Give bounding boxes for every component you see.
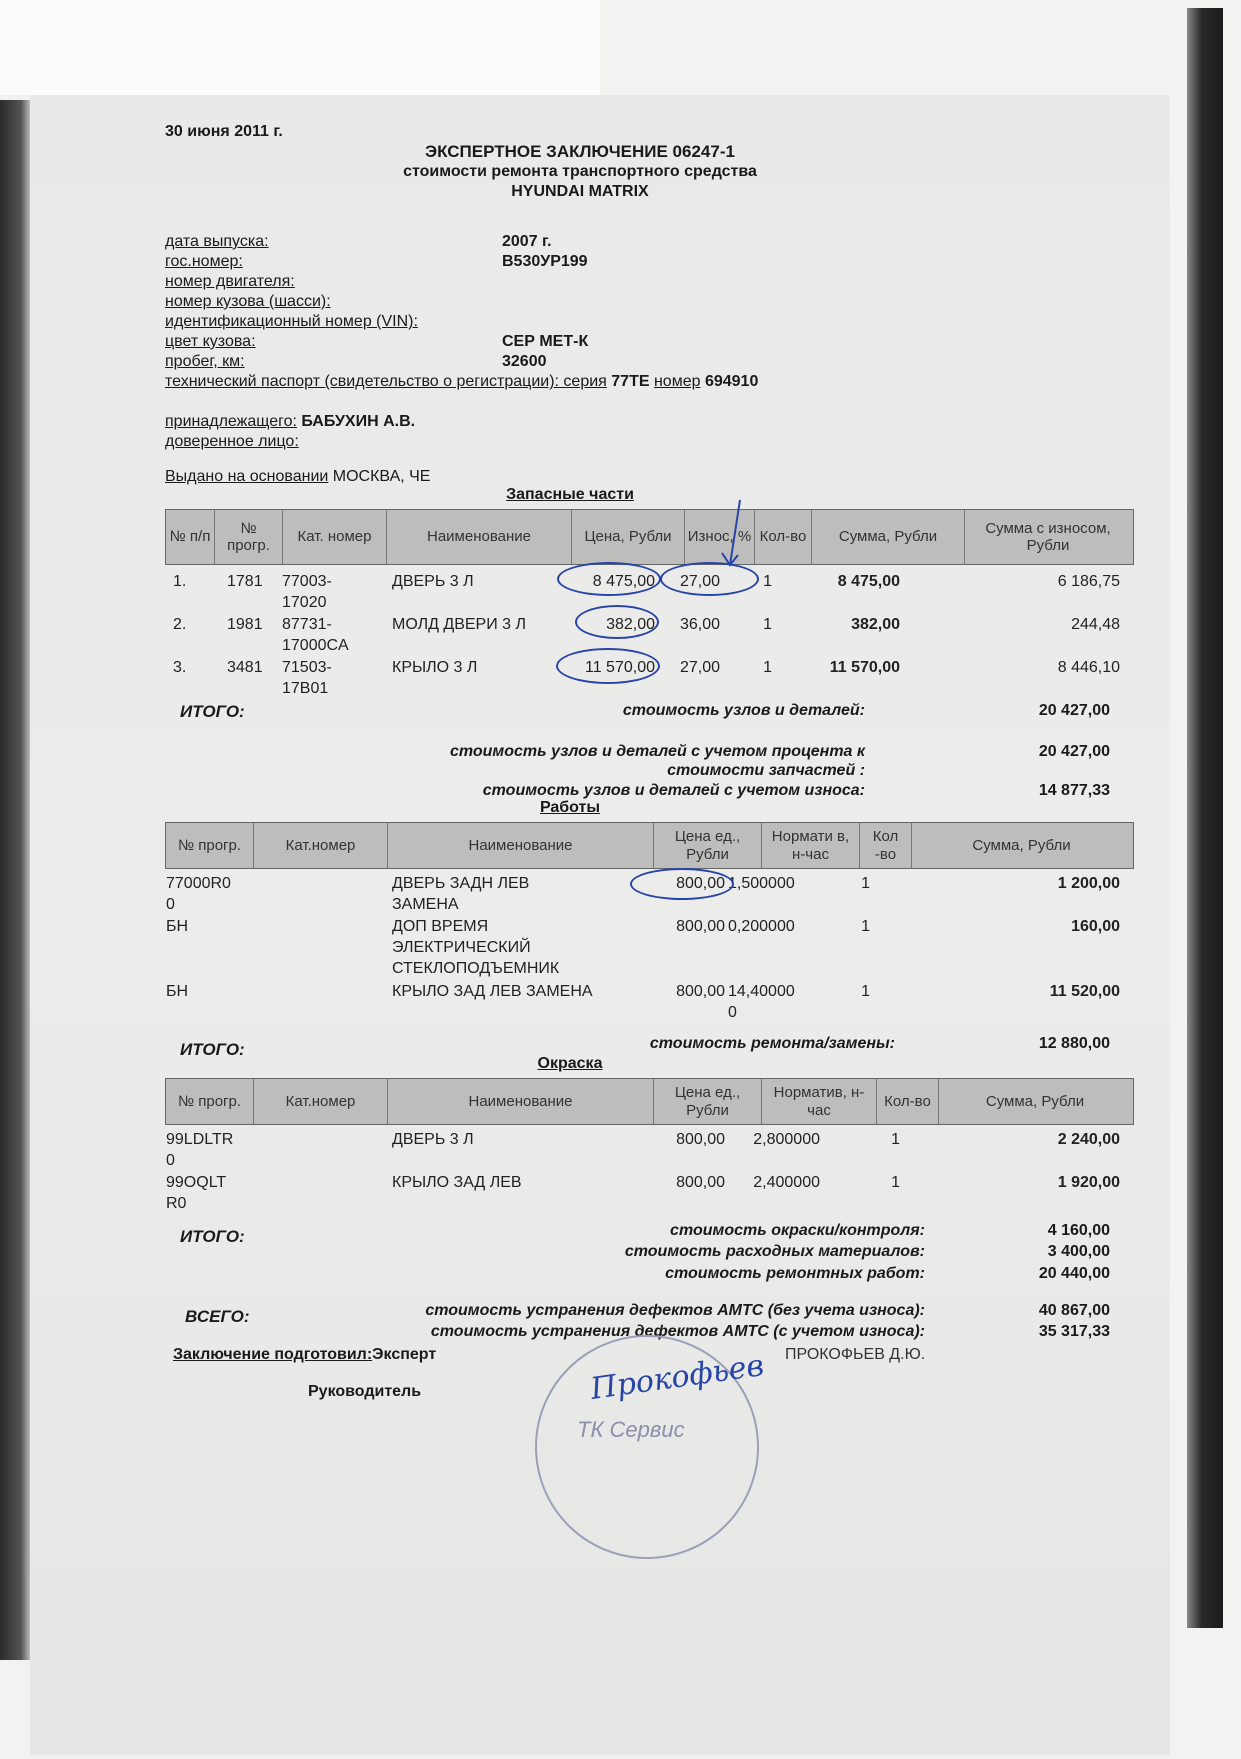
parts-title: Запасные части — [506, 486, 634, 503]
cell-prog: 99LDLTR 0 — [166, 1131, 234, 1169]
cell-qty: 1 — [763, 659, 772, 676]
parts-sum3: 14 877,33 — [1038, 782, 1110, 799]
grand-l2: стоимость устранения дефектов АМТС (с учетом износа): — [430, 1323, 925, 1340]
works-sum-label: стоимость ремонта/замены: — [649, 1035, 895, 1052]
works-header — [165, 822, 1134, 869]
col-header: Наименование — [388, 823, 654, 868]
cell-no: 3. — [173, 659, 187, 676]
grand-v2: 35 317,33 — [1038, 1323, 1110, 1340]
cell-price: 800,00 — [676, 875, 725, 892]
passport-line — [165, 373, 758, 391]
cell-name: ДВЕРЬ 3 Л — [392, 1131, 474, 1148]
col-header: Наименование — [387, 510, 572, 564]
signature: Прокофьев — [588, 1348, 767, 1407]
paint-s2-label: стоимость расходных материалов: — [624, 1243, 925, 1260]
passport-number-label: номер — [653, 373, 701, 390]
col-header: Сумма, Рубли — [972, 836, 1071, 854]
paint-total-label: ИТОГО: — [180, 1227, 245, 1246]
col-header: Норматив, н-час — [762, 1079, 877, 1124]
cell-sum-wear: 6 186,75 — [1057, 573, 1120, 590]
cell-price: 8 475,00 — [592, 573, 655, 590]
ink-circle — [630, 868, 734, 900]
cell-norm: 14,40000 0 — [728, 983, 795, 1021]
cell-sum-wear: 244,48 — [1071, 616, 1120, 633]
info-label: идентификационный номер (VIN): — [165, 313, 418, 330]
paint-s2: 3 400,00 — [1047, 1243, 1110, 1260]
cell-name: КРЫЛО ЗАД ЛЕВ ЗАМЕНА — [392, 983, 593, 1000]
col-header: Сумма, Рубли — [985, 1092, 1085, 1110]
info-label: цвет кузова: — [165, 333, 256, 350]
cell-sum-wear: 8 446,10 — [1057, 659, 1120, 676]
paint-s3: 20 440,00 — [1038, 1265, 1110, 1282]
issued-line — [165, 468, 430, 486]
scan-shadow-left — [0, 100, 30, 1660]
paint-s3-label: стоимость ремонтных работ: — [665, 1265, 925, 1282]
cell-sum: 382,00 — [851, 616, 900, 633]
cell-norm: 2,800000 — [753, 1131, 820, 1148]
cell-name: ДВЕРЬ ЗАДН ЛЕВ ЗАМЕНА — [392, 875, 530, 913]
cell-name: ДВЕРЬ 3 Л — [392, 573, 474, 590]
cell-norm: 1,500000 — [728, 875, 795, 892]
owner-label: принадлежащего: — [165, 413, 297, 430]
stamp-text: ТК Сервис — [577, 1417, 685, 1442]
cell-cat: 77003- 17020 — [282, 573, 332, 611]
parts-sum2-label: стоимость узлов и деталей с учетом процента к — [449, 743, 865, 760]
parts-total-label: ИТОГО: — [180, 702, 245, 721]
prepared-line — [173, 1346, 436, 1364]
info-value: В530УР199 — [502, 253, 588, 270]
info-label: номер кузова (шасси): — [165, 293, 331, 310]
doc-title: ЭКСПЕРТНОЕ ЗАКЛЮЧЕНИЕ 06247-1 — [425, 142, 735, 161]
expert-name: ПРОКОФЬЕВ Д.Ю. — [785, 1346, 926, 1363]
cell-qty: 1 — [763, 616, 772, 633]
col-header: Цена ед., Рубли — [654, 1079, 762, 1124]
cell-qty: 1 — [861, 875, 870, 892]
paint-title: Окраска — [537, 1055, 603, 1072]
cell-sum: 160,00 — [1071, 918, 1120, 935]
works-title: Работы — [539, 799, 601, 816]
info-label: номер двигателя: — [165, 273, 295, 290]
parts-sum1-label: стоимость узлов и деталей: — [622, 702, 865, 719]
cell-prog: 1781 — [227, 573, 263, 590]
cell-qty: 1 — [763, 573, 772, 590]
cell-norm: 2,400000 — [753, 1174, 820, 1191]
cell-prog: 77000R0 0 — [166, 875, 231, 913]
cell-price: 11 570,00 — [585, 659, 655, 676]
col-header: Кол -во — [860, 823, 912, 868]
parts-sum1: 20 427,00 — [1038, 702, 1110, 719]
cell-sum: 11 570,00 — [829, 659, 900, 676]
col-header: Цена ед., Рубли — [654, 823, 762, 868]
paint-header — [165, 1078, 1134, 1125]
cell-qty: 1 — [861, 983, 870, 1000]
cell-price: 800,00 — [676, 983, 725, 1000]
parts-sum3-label: стоимость узлов и деталей с учетом износа: — [482, 782, 865, 799]
cell-name: КРЫЛО ЗАД ЛЕВ — [392, 1174, 522, 1191]
passport-label: технический паспорт (свидетельство о регистрации): серия — [165, 373, 607, 390]
ink-circle — [575, 605, 659, 639]
cell-sum: 8 475,00 — [837, 573, 900, 590]
col-header: Износ, % — [685, 510, 755, 564]
works-sum: 12 880,00 — [1038, 1035, 1110, 1052]
parts-sum2: 20 427,00 — [1038, 743, 1110, 760]
owner-line — [165, 413, 415, 431]
cell-qty: 1 — [891, 1174, 900, 1191]
col-header: Нормати в, н-час — [762, 823, 860, 868]
col-header: Сумма с износом, Рубли — [985, 519, 1111, 554]
prepared-label: Заключение подготовил: — [173, 1346, 373, 1363]
grand-v1: 40 867,00 — [1038, 1302, 1110, 1319]
col-header: Сумма, Рубли — [812, 510, 965, 564]
cell-sum: 11 520,00 — [1049, 983, 1120, 1000]
cell-prog: 3481 — [227, 659, 263, 676]
cell-price: 382,00 — [606, 616, 655, 633]
prepared-role: Эксперт — [372, 1346, 437, 1363]
col-header: Кол-во — [877, 1079, 939, 1124]
cell-prog: 99OQLT R0 — [166, 1174, 227, 1212]
info-label: пробег, км: — [165, 353, 245, 370]
cell-sum: 2 240,00 — [1057, 1131, 1120, 1148]
col-header: № прогр. — [166, 823, 254, 868]
col-header: Кат. номер — [283, 510, 387, 564]
col-header: Наименование — [388, 1079, 654, 1124]
cell-sum: 1 920,00 — [1057, 1174, 1120, 1191]
col-header: № прогр. — [215, 510, 283, 564]
ink-circle — [556, 648, 660, 684]
proxy-label: доверенное лицо: — [165, 433, 299, 450]
col-header: № п/п — [166, 510, 215, 564]
cell-cat: 87731- 17000CA — [282, 616, 349, 654]
passport-number: 694910 — [704, 373, 759, 390]
info-label: дата выпуска: — [165, 233, 269, 250]
cell-qty: 1 — [891, 1131, 900, 1148]
cell-qty: 1 — [861, 918, 870, 935]
col-header: Кат.номер — [254, 1079, 388, 1124]
doc-vehicle: HYUNDAI MATRIX — [511, 183, 649, 200]
doc-date: 30 июня 2011 г. — [165, 123, 283, 140]
head-label: Руководитель — [308, 1383, 422, 1400]
col-header: № прогр. — [166, 1079, 254, 1124]
scan-shadow-right — [1187, 8, 1223, 1628]
issued-value: МОСКВА, ЧЕ — [332, 468, 431, 485]
info-value: 32600 — [502, 353, 547, 370]
parts-sum2-label-cont: стоимости запчастей : — [667, 762, 865, 779]
passport-series: 77ТЕ — [611, 373, 650, 390]
cell-wear: 27,00 — [679, 573, 720, 590]
ink-arrow — [710, 495, 750, 575]
cell-norm: 0,200000 — [728, 918, 795, 935]
paint-s1: 4 160,00 — [1047, 1222, 1110, 1239]
cell-prog: 1981 — [227, 616, 263, 633]
document-page — [30, 95, 1170, 1755]
cell-prog: БН — [166, 918, 189, 935]
cell-name: КРЫЛО 3 Л — [392, 659, 478, 676]
grand-l1: стоимость устранения дефектов АМТС (без учета износа): — [425, 1302, 925, 1319]
doc-subtitle: стоимости ремонта транспортного средства — [403, 163, 757, 180]
info-value: 2007 г. — [502, 233, 552, 250]
cell-price: 800,00 — [676, 1174, 725, 1191]
cell-sum: 1 200,00 — [1057, 875, 1120, 892]
issued-label: Выдано на основании — [165, 468, 329, 485]
cell-price: 800,00 — [676, 918, 725, 935]
cell-no: 1. — [173, 573, 187, 590]
cell-prog: БН — [166, 983, 189, 1000]
scan-top-margin — [0, 0, 600, 95]
col-header: Кат.номер — [254, 823, 388, 868]
ink-circle — [557, 562, 661, 596]
cell-price: 800,00 — [676, 1131, 725, 1148]
parts-header — [165, 509, 1134, 565]
col-header: Кол-во — [755, 510, 812, 564]
cell-wear: 27,00 — [679, 659, 720, 676]
cell-no: 2. — [173, 616, 187, 633]
owner-value: БАБУХИН А.В. — [301, 413, 416, 430]
grand-total-label: ВСЕГО: — [185, 1307, 250, 1326]
cell-name: ДОП ВРЕМЯ ЭЛЕКТРИЧЕСКИЙ СТЕКЛОПОДЪЕМНИК — [392, 918, 560, 977]
cell-wear: 36,00 — [679, 616, 720, 633]
paint-s1-label: стоимость окраски/контроля: — [670, 1222, 925, 1239]
cell-name: МОЛД ДВЕРИ 3 Л — [392, 616, 527, 633]
works-total-label: ИТОГО: — [180, 1040, 245, 1059]
info-label: гос.номер: — [165, 253, 243, 270]
col-header: Цена, Рубли — [572, 510, 685, 564]
info-value: СЕР МЕТ-К — [502, 333, 589, 350]
cell-cat: 71503- 17B01 — [282, 659, 332, 697]
